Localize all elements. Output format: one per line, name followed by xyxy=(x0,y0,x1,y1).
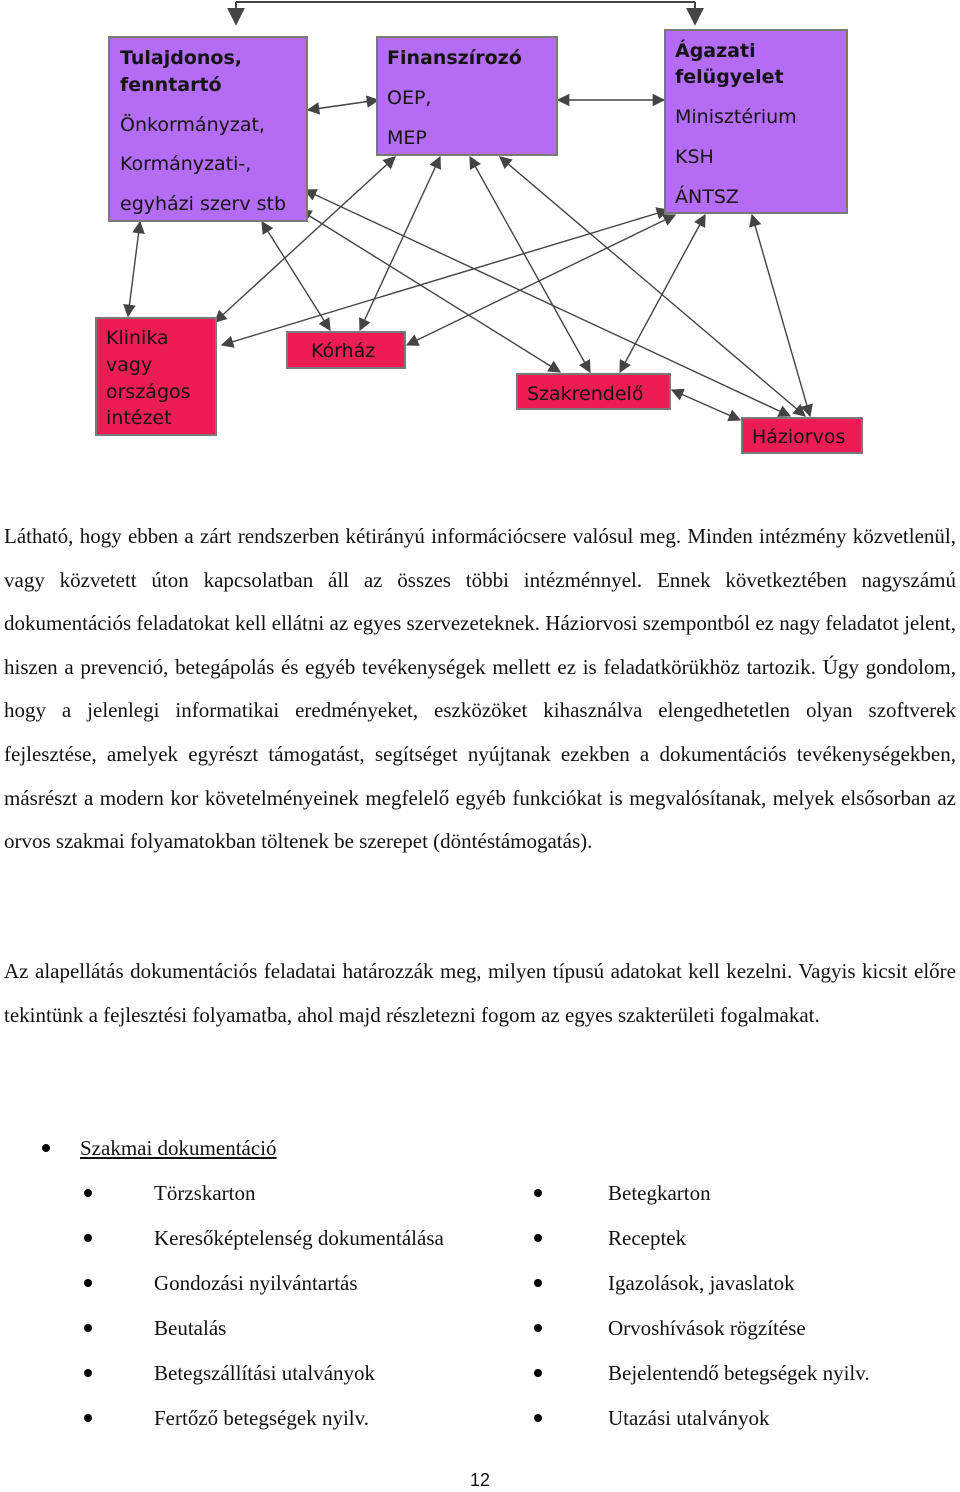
arrow-outpatient-gp xyxy=(672,390,740,420)
list-item xyxy=(608,1270,795,1296)
bullet-icon xyxy=(534,1414,542,1422)
list-item xyxy=(608,1315,806,1341)
list-item-label: Receptek xyxy=(608,1226,687,1250)
financer-body-line-1: OEP, xyxy=(387,87,432,109)
supervision-body-line-2: KSH xyxy=(675,146,714,168)
financer-title: Finanszírozó xyxy=(387,47,522,69)
arrow-supervision-gp xyxy=(752,215,810,416)
list-item xyxy=(154,1315,226,1341)
list-item xyxy=(154,1180,255,1206)
hospital-label: Kórház xyxy=(311,340,376,362)
list-item-label: Keresőképtelenség dokumentálása xyxy=(154,1226,444,1250)
list-heading-row xyxy=(80,1135,277,1161)
clinic-line-2: vagy xyxy=(106,354,153,376)
bullet-icon xyxy=(534,1369,542,1377)
list-item-label: Bejelentendő betegségek nyilv. xyxy=(608,1361,870,1385)
arrow-owner-clinic xyxy=(128,222,140,316)
list-item-label: Orvoshívások rögzítése xyxy=(608,1316,806,1340)
list-item-label: Törzskarton xyxy=(154,1181,256,1205)
hospital-box xyxy=(287,332,405,368)
list-item xyxy=(608,1180,711,1206)
bullet-icon xyxy=(42,1144,50,1152)
financer-body-line-2: MEP xyxy=(387,127,427,149)
clinic-line-4: intézet xyxy=(106,407,172,429)
bullet-icon xyxy=(84,1414,92,1422)
supervision-title-line-1: Ágazati xyxy=(675,40,756,62)
list-item-label: Betegszállítási utalványok xyxy=(154,1361,376,1385)
outpatient-box xyxy=(517,374,670,409)
paragraph-2: Az alapellátás dokumentációs feladatai határozzák meg, milyen típusú adatokat kell kezelni. Vagyis kicsit előre tekintünk a fejlesztési folyamatba, ahol majd részletezni fogom az egyes szakterületi fogalmakat. xyxy=(4,959,956,1027)
bullet-icon xyxy=(84,1369,92,1377)
clinic-box xyxy=(96,318,216,435)
arrow-owner-hospital xyxy=(262,222,330,330)
outpatient-label: Szakrendelő xyxy=(527,383,644,405)
paragraph-1: Látható, hogy ebben a zárt rendszerben kétirányú információcsere valósul meg. Minden intézmény közvetlenül, vagy közvetett úton kapcsolatban áll az összes többi intézménnyel. Ennek következtében nagyszámú dokumentációs feladatokat kell ellátni az egyes szervezeteknek. Háziorvosi szempontból ez nagy feladatot jelent, hiszen a prevenció, betegápolás és egyéb tevékenységek mellett ez is feladatkörükhöz tartozik. Úgy gondolom, hogy a jelenlegi informatikai eredményeket, eszközöket kihasználva elengedhetetlen olyan szoftverek fejlesztése, amelyek egyrészt támogatást, segítséget nyújtanak ezekben a dokumentációs tevékenységekben, másrészt a modern kor követelményeinek megfelelő egyéb funkciókat is megvalósítanak, melyek elsősorban az orvos szakmai folyamatokban töltenek be szerepet (döntéstámogatás). xyxy=(4,524,956,854)
bullet-icon xyxy=(534,1189,542,1197)
clinic-line-1: Klinika xyxy=(106,327,169,349)
list-item xyxy=(154,1405,369,1431)
supervision-box xyxy=(665,30,847,213)
arrow-supervision-outpatient xyxy=(620,215,705,372)
bullet-icon xyxy=(534,1324,542,1332)
bullet-icon xyxy=(534,1279,542,1287)
owner-title-line-2: fenntartó xyxy=(120,74,222,96)
list-item-label: Gondozási nyilvántartás xyxy=(154,1271,358,1295)
owner-body-line-2: Kormányzati-, xyxy=(120,153,252,175)
page-number: 12 xyxy=(469,1470,491,1490)
financer-box xyxy=(377,37,557,155)
clinic-line-3: országos xyxy=(106,381,191,403)
owner-title-line-1: Tulajdonos, xyxy=(120,47,243,69)
list-item-label: Betegkarton xyxy=(608,1181,711,1205)
list-item xyxy=(608,1405,770,1431)
list-item xyxy=(154,1225,444,1251)
gp-label: Háziorvos xyxy=(752,426,846,448)
bullet-icon xyxy=(534,1234,542,1242)
list-item-label: Beutalás xyxy=(154,1316,227,1340)
supervision-body-line-3: ÁNTSZ xyxy=(675,186,739,208)
bullet-icon xyxy=(84,1189,92,1197)
arrow-supervision-hospital xyxy=(407,215,675,345)
top-connector-line xyxy=(236,2,695,22)
bullet-icon xyxy=(84,1234,92,1242)
owner-box xyxy=(109,37,307,221)
bullet-icon xyxy=(84,1279,92,1287)
arrow-financer-hospital xyxy=(360,157,440,330)
supervision-title-line-2: felügyelet xyxy=(675,66,784,88)
list-item xyxy=(154,1360,375,1386)
owner-body-line-3: egyházi szerv stb xyxy=(120,193,287,215)
institution-relationship-diagram xyxy=(0,0,960,470)
owner-body-line-1: Önkormányzat, xyxy=(120,114,265,136)
list-item xyxy=(608,1360,870,1386)
bullet-icon xyxy=(84,1324,92,1332)
list-item-label: Utazási utalványok xyxy=(608,1406,770,1430)
arrow-financer-owner xyxy=(308,100,378,110)
list-heading: Szakmai dokumentáció xyxy=(80,1136,277,1160)
gp-box xyxy=(742,418,862,453)
arrow-supervision-clinic xyxy=(222,210,668,345)
list-item-label: Igazolások, javaslatok xyxy=(608,1271,795,1295)
supervision-body-line-1: Minisztérium xyxy=(675,106,797,128)
list-item xyxy=(154,1270,358,1296)
list-item-label: Fertőző betegségek nyilv. xyxy=(154,1406,369,1430)
list-item xyxy=(608,1225,686,1251)
